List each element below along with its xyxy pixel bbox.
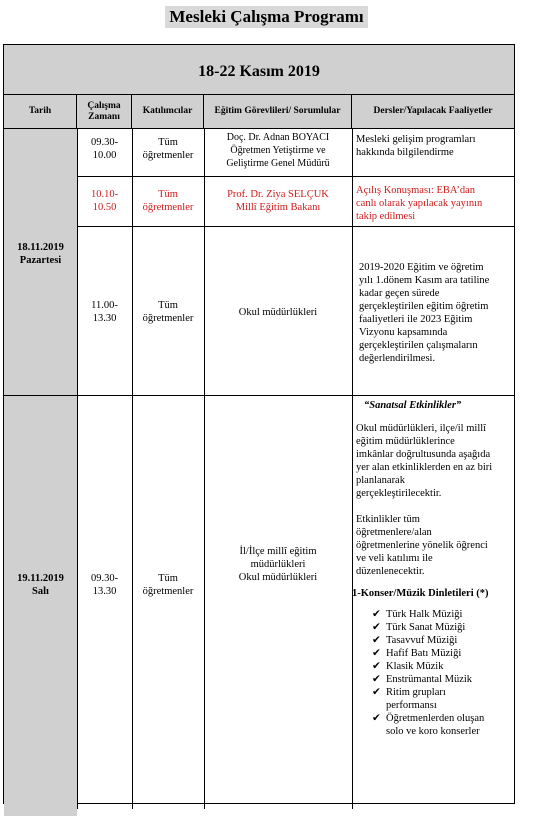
day1-weekday: Pazartesi xyxy=(19,255,62,266)
row2-time: 10.10- 10.50 xyxy=(90,189,119,213)
row3-participants: Tüm öğretmenler xyxy=(142,300,194,324)
row3-activity: 2019-2020 Eğitim ve öğretim yılı 1.dönem Kasım ara tatiline kadar geçen sürede gerçekleştirilen eğitim öğretim faaliyetleri ile 2023 Eğitim Vizyonu kapsamında gerçekleştirilen çalışmaların değerlendirilmesi. xyxy=(359,262,490,364)
page-title-wrap xyxy=(0,6,533,28)
day2-date: 19.11.2019 xyxy=(17,573,64,584)
day-divider xyxy=(4,395,514,396)
check-icon: ✔ xyxy=(372,609,381,620)
row1-duty: Doç. Dr. Adnan BOYACI Öğretmen Yetiştirme ve Geliştirme Genel Müdürü xyxy=(226,132,330,169)
table-header-row xyxy=(4,95,514,129)
music-list-item-label: Klasik Müzik xyxy=(386,661,444,672)
header-duties: Eğitim Görevlileri/ Sorumlular xyxy=(204,95,352,128)
day1-date-cell xyxy=(4,241,77,267)
row-divider-2 xyxy=(77,226,514,227)
music-list-item xyxy=(372,660,514,673)
week-title: 18-22 Kasım 2019 xyxy=(198,63,320,80)
music-list-item xyxy=(372,608,514,621)
row1-activity: Mesleki gelişim programları hakkında bilgilendirme xyxy=(356,134,476,158)
check-icon: ✔ xyxy=(372,713,381,724)
header-activities: Dersler/Yapılacak Faaliyetler xyxy=(373,106,493,116)
row3-duty: Okul müdürlükleri xyxy=(238,307,318,318)
program-table xyxy=(3,44,515,804)
row2-duty: Prof. Dr. Ziya SELÇUK Millî Eğitim Bakanı xyxy=(227,189,329,213)
day2-participants: Tüm öğretmenler xyxy=(142,573,194,597)
row2-participants: Tüm öğretmenler xyxy=(142,189,194,213)
col-divider-1 xyxy=(77,129,78,809)
header-participants: Katılımcılar xyxy=(132,95,204,128)
music-list-item-label: Türk Sanat Müziği xyxy=(386,622,466,633)
activities-para-2: Etkinlikler tüm öğretmenlere/alan öğretmenlerine yönelik öğrenci ve veli katılımı ile düzenlenecektir. xyxy=(356,514,488,577)
col-divider-3 xyxy=(204,129,205,809)
music-list-item-label: Tasavvuf Müziği xyxy=(386,635,458,646)
week-band xyxy=(4,45,514,95)
music-list-item-label: Ritim grupları performansı xyxy=(386,687,446,711)
music-list-item xyxy=(372,621,514,634)
section-title: “Sanatsal Etkinlikler” xyxy=(364,400,462,411)
row1-participants: Tüm öğretmenler xyxy=(142,137,194,161)
music-list xyxy=(372,608,514,738)
check-icon: ✔ xyxy=(372,687,381,698)
day2-time: 09.30- 13.30 xyxy=(90,573,119,597)
music-list-item xyxy=(372,634,514,647)
header-time: Çalışma Zamanı xyxy=(77,95,132,128)
music-list-item-label: Enstrümantal Müzik xyxy=(386,674,473,685)
page-title: Mesleki Çalışma Programı xyxy=(165,6,367,28)
row3-time: 11.00- 13.30 xyxy=(91,300,118,324)
date-cell-bg-2 xyxy=(4,396,77,816)
row1-time: 09.30- 10.00 xyxy=(90,137,119,161)
col-divider-4 xyxy=(352,129,353,809)
check-icon: ✔ xyxy=(372,635,381,646)
music-list-item xyxy=(372,647,514,660)
music-list-item-label: Türk Halk Müziği xyxy=(386,609,463,620)
day2-activities xyxy=(352,399,514,738)
row2-activity: Açılış Konuşması: EBA’dan canlı olarak yapılacak yayının takip edilmesi xyxy=(356,185,483,222)
music-subheading: 1-Konser/Müzik Dinletileri (*) xyxy=(352,588,489,599)
music-list-item xyxy=(372,712,514,738)
day2-duty: İl/İlçe millî eğitim müdürlükleri Okul müdürlükleri xyxy=(238,546,318,583)
check-icon: ✔ xyxy=(372,648,381,659)
music-list-item xyxy=(372,673,514,686)
check-icon: ✔ xyxy=(372,622,381,633)
music-list-item-label: Hafif Batı Müziği xyxy=(386,648,462,659)
day1-date: 18.11.2019 xyxy=(17,242,64,253)
music-list-item xyxy=(372,686,514,712)
activities-para-1: Okul müdürlükleri, ilçe/il millî eğitim müdürlüklerince imkânlar doğrultusunda aşağıda yer alan etkinliklerden en az biri planlanarak gerçekleştirilecektir. xyxy=(356,423,493,499)
row-divider-1 xyxy=(77,176,514,177)
check-icon: ✔ xyxy=(372,661,381,672)
day2-date-cell xyxy=(4,572,77,598)
header-date: Tarih xyxy=(4,95,77,128)
check-icon: ✔ xyxy=(372,674,381,685)
col-divider-2 xyxy=(132,129,133,809)
day2-weekday: Salı xyxy=(32,586,49,597)
music-list-item-label: Öğretmenlerden oluşan solo ve koro konserler xyxy=(386,713,485,737)
